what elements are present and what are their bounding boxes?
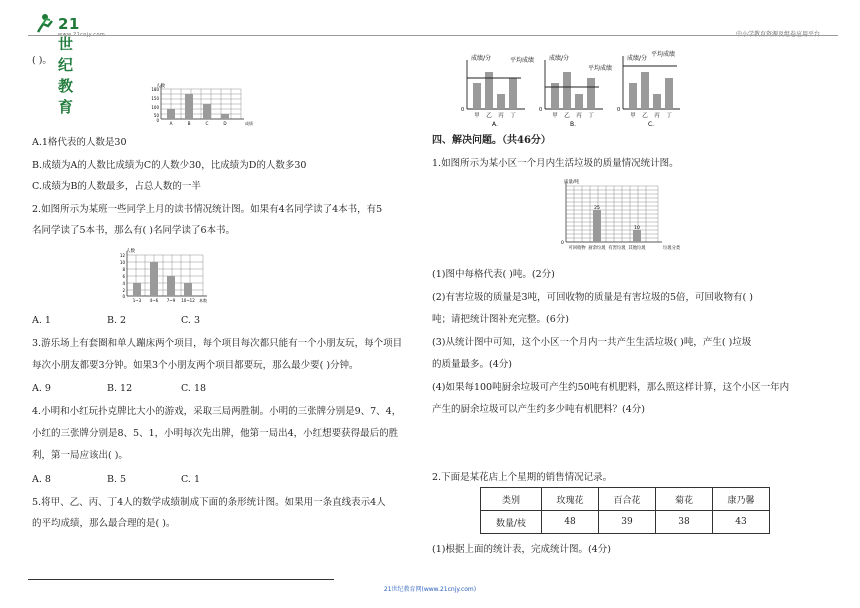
table-cell: 39 xyxy=(599,511,656,534)
q4-option-b: B. 5 xyxy=(107,474,127,485)
waste-ylabel: 质量/吨 xyxy=(564,180,580,185)
table-header-cell: 百合花 xyxy=(599,488,656,511)
chart2-tick: 0 xyxy=(122,294,125,299)
chart1-category: B xyxy=(187,121,191,126)
chart1-tick: 50 xyxy=(153,113,159,118)
q2-text: 2.如图所示为某班一些同学上月的读书情况统计图。如果有4名同学读了4本书，有5 xyxy=(32,204,383,215)
table-cell: 43 xyxy=(713,511,770,534)
q3-option-c: C. 18 xyxy=(181,383,207,394)
problem2-intro: 2.下面是某花店上个星期的销售情况记录。 xyxy=(432,472,613,483)
chart1-category: A xyxy=(169,121,173,126)
avg-label: 平均成绩 xyxy=(510,57,535,64)
svg-text:乙: 乙 xyxy=(642,113,648,119)
table-header-cell: 玫瑰花 xyxy=(542,488,599,511)
svg-text:丙: 丙 xyxy=(654,113,660,119)
logo-text: 21世纪教育 xyxy=(58,15,80,116)
svg-text:丁: 丁 xyxy=(666,113,672,119)
q5-text: 5.将甲、乙、丙、丁4人的数学成绩制成下面的条形统计图。如果用一条直线表示4人 xyxy=(32,497,386,508)
option-chart-a xyxy=(461,54,534,128)
svg-text:乙: 乙 xyxy=(564,113,570,119)
chart2-tick: 6 xyxy=(122,274,125,279)
svg-text:丙: 丙 xyxy=(576,113,582,119)
chart2-category: 4~6 xyxy=(149,298,159,303)
avg-label: 平均成绩 xyxy=(588,65,613,72)
q4-text: 4.小明和小红玩扑克牌比大小的游戏，采取三局两胜制。小明的三张牌分别是9、7、4， xyxy=(32,406,402,417)
problem1-q2: (2)有害垃圾的质量是3吨，可回收物的质量是有害垃圾的5倍，可回收物有( ) xyxy=(432,292,753,303)
chart2-tick: 4 xyxy=(122,281,125,286)
problem1-q2: 吨；请把统计图补充完整。(6分) xyxy=(432,314,569,325)
svg-text:甲: 甲 xyxy=(630,113,636,119)
avg-label: 平均成绩 xyxy=(651,51,676,58)
q3-text: 3.游乐场上有套圈和单人蹦床两个项目，每个项目每次都只能有一个小朋友玩，每个项目 xyxy=(32,338,403,349)
q2-option-b: B. 2 xyxy=(107,315,127,326)
q3-option-b: B. 12 xyxy=(107,383,133,394)
option-label: C. xyxy=(647,121,655,128)
problem1-q3: (3)从统计图中可知，这个小区一个月内一共产生生活垃圾( )吨，产生( )垃圾 xyxy=(432,337,752,348)
q1-option-c: C.成绩为B的人数最多，占总人数的一半 xyxy=(32,181,201,192)
chart2-category: 7~9 xyxy=(166,298,176,303)
table-header-cell: 类别 xyxy=(481,488,542,511)
problem1-q4: 产生的厨余垃圾可以产生约多少吨有机肥料？(4分) xyxy=(432,404,645,415)
chart2-tick: 2 xyxy=(122,288,125,293)
chart1-tick: 0 xyxy=(156,118,159,123)
waste-xlabel: 垃圾分类 xyxy=(663,246,680,251)
waste-chart xyxy=(560,176,680,260)
chart2-ylabel: 人数 xyxy=(126,249,135,254)
platform-name: 中小学教育资源及组卷应用平台 xyxy=(735,31,820,38)
grade-chart xyxy=(148,80,260,128)
svg-text:0: 0 xyxy=(539,107,543,113)
svg-text:0: 0 xyxy=(561,241,564,246)
svg-text:丁: 丁 xyxy=(588,113,594,119)
chart2-category: 10~12 xyxy=(181,298,195,303)
chart2-bar xyxy=(133,283,141,296)
chart1-bar xyxy=(221,114,229,119)
section-title: 四、解决问题。（共46分） xyxy=(432,135,551,146)
chart2-tick: 8 xyxy=(122,267,125,272)
chart1-tick: 180 xyxy=(151,87,159,92)
q5-text: 的平均成绩，那么最合理的是( )。 xyxy=(32,518,176,529)
chart1-tick: 100 xyxy=(151,105,159,110)
question-blank: ( )。 xyxy=(32,55,52,66)
q4-option-c: C. 1 xyxy=(181,474,201,485)
svg-text:丁: 丁 xyxy=(510,113,516,119)
option-label: A. xyxy=(492,121,498,128)
svg-text:甲: 甲 xyxy=(474,113,480,119)
average-option-charts xyxy=(455,50,680,130)
waste-category: 有害垃圾 xyxy=(608,246,626,251)
q3-text: 每次小朋友都要3分钟。如果3个小朋友两个项目都要玩，那么最少要( )分钟。 xyxy=(32,360,359,371)
runner-logo-icon xyxy=(34,12,56,34)
option-label: B. xyxy=(569,121,577,128)
problem1-q4: (4)如果每100吨厨余垃圾可产生约50吨有机肥料，那么照这样计算，这个小区一年内 xyxy=(432,382,790,393)
chart2-tick: 10 xyxy=(119,260,125,265)
svg-text:0: 0 xyxy=(461,107,465,113)
waste-data-label: 25 xyxy=(594,206,600,211)
sales-table xyxy=(480,487,770,534)
option-chart-c xyxy=(617,50,680,128)
chart1-bar xyxy=(203,104,211,119)
chart1-bar xyxy=(167,109,175,119)
problem2-q1: (1)根据上面的统计表，完成统计图。(4分) xyxy=(432,544,611,555)
footer-divider xyxy=(28,579,334,580)
q4-option-a: A. 8 xyxy=(32,474,51,485)
chart1-category: C xyxy=(205,121,209,126)
problem1-q3: 的质量最多。(4分) xyxy=(432,359,512,370)
table-header-cell: 菊花 xyxy=(656,488,713,511)
svg-text:丙: 丙 xyxy=(498,113,504,119)
logo-url: www.21cnjy.com xyxy=(58,32,106,38)
option-chart-ylabel: 成绩/分 xyxy=(549,55,570,62)
waste-category: 厨余垃圾 xyxy=(588,246,606,251)
chart2-xlabel: 本数 xyxy=(199,298,207,303)
chart2-category: 1~3 xyxy=(132,298,142,303)
chart2-bar xyxy=(167,276,175,296)
table-cell: 48 xyxy=(542,511,599,534)
waste-bar-other xyxy=(633,230,641,242)
q1-option-a: A.1格代表的人数是30 xyxy=(32,137,127,148)
q2-text: 名同学读了5本书，那么有( )名同学读了6本书。 xyxy=(32,225,236,236)
chart1-ylabel: 人数 xyxy=(156,84,165,89)
option-chart-ylabel: 成绩/分 xyxy=(471,55,492,62)
problem1-q1: (1)图中每格代表( )吨。(2分) xyxy=(432,269,555,280)
chart1-category: D xyxy=(223,121,227,126)
option-chart-ylabel: 成绩/分 xyxy=(627,55,648,62)
waste-data-label: 10 xyxy=(634,226,640,231)
chart2-bar xyxy=(150,262,158,296)
q1-option-b: B.成绩为A的人数比成绩为C的人数少30，比成绩为D的人数多30 xyxy=(32,160,307,171)
chart1-tick: 150 xyxy=(151,96,159,101)
q4-text: 利，第一局应该出( )。 xyxy=(32,450,128,461)
header-divider xyxy=(28,35,838,36)
chart1-xlabel: 成绩 xyxy=(245,121,253,126)
q3-option-a: A. 9 xyxy=(32,383,51,394)
table-cell: 38 xyxy=(656,511,713,534)
waste-bar-food xyxy=(593,210,601,242)
problem1-intro: 1.如图所示为某小区一个月内生活垃圾的质量情况统计图。 xyxy=(432,158,679,169)
table-row xyxy=(481,511,770,534)
svg-text:甲: 甲 xyxy=(552,113,558,119)
q2-option-c: C. 3 xyxy=(181,315,201,326)
chart2-tick: 12 xyxy=(119,253,125,258)
table-row xyxy=(481,488,770,511)
svg-text:0: 0 xyxy=(617,107,621,113)
reading-chart xyxy=(115,245,225,303)
q2-option-a: A. 1 xyxy=(32,315,51,326)
waste-category: 其他垃圾 xyxy=(628,246,646,251)
footer-link[interactable]: 21世纪教育网(www.21cnjy.com) xyxy=(383,586,477,593)
q4-text: 小红的三张牌分别是8、5、1，小明每次先出牌，他第一局出4，小红想要获得最后的胜 xyxy=(32,428,399,439)
waste-category: 可回收物 xyxy=(568,246,586,251)
option-chart-b xyxy=(539,54,612,128)
svg-text:乙: 乙 xyxy=(486,113,492,119)
chart1-bar xyxy=(185,94,193,119)
table-cell: 数量/枝 xyxy=(481,511,542,534)
table-header-cell: 康乃馨 xyxy=(713,488,770,511)
chart2-bar xyxy=(184,283,192,296)
